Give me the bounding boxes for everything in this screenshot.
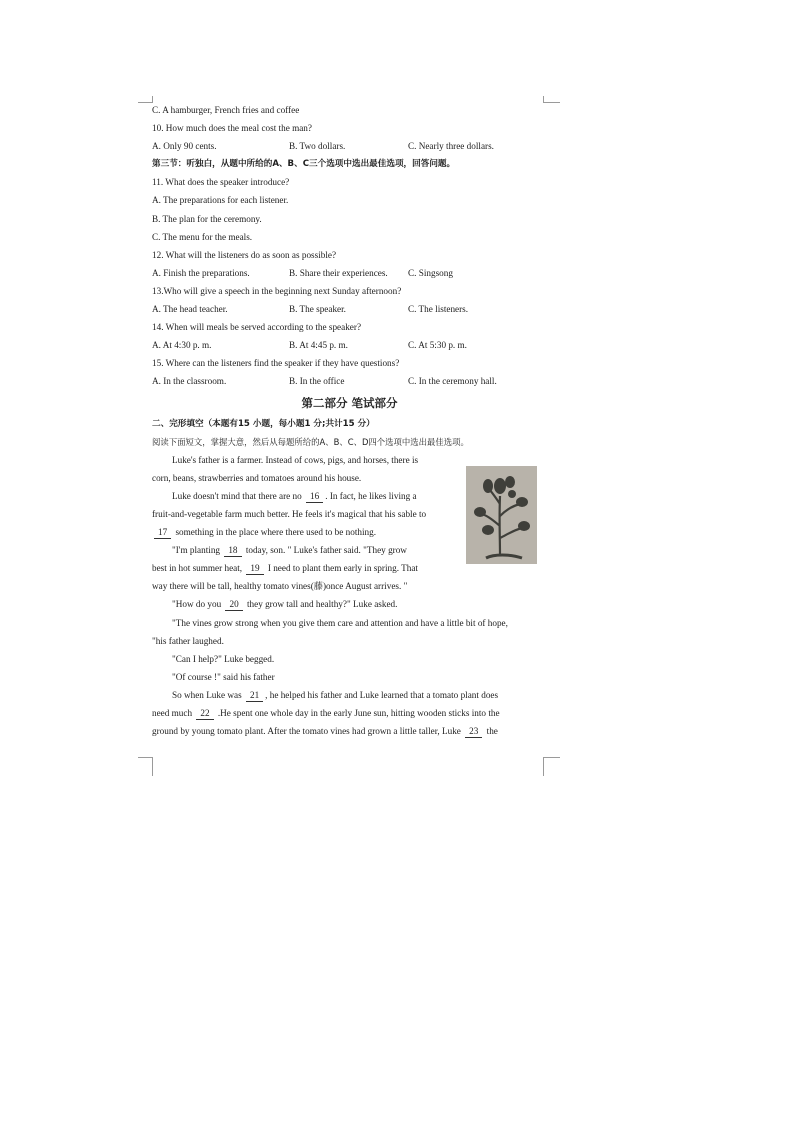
q15-question: 15. Where can the listeners find the speaker if they have questions? xyxy=(152,358,400,369)
passage-text: best in hot summer heat, xyxy=(152,563,245,574)
passage-line xyxy=(152,487,475,505)
passage-line: corn, beans, strawberries and tomatoes around his house. xyxy=(152,472,362,483)
passage-text: the xyxy=(484,726,498,737)
passage-line xyxy=(152,722,547,740)
crop-mark-bottom-right xyxy=(543,757,560,776)
q12-options xyxy=(152,264,547,282)
blank-18: 18 xyxy=(224,544,241,557)
q13-question: 13.Who will give a speech in the beginning next Sunday afternoon? xyxy=(152,285,402,296)
q12-option-c: C. Singsong xyxy=(408,267,453,278)
q15-option-b: B. In the office xyxy=(289,376,345,387)
q11-question: 11. What does the speaker introduce? xyxy=(152,177,290,188)
passage-line xyxy=(152,704,547,722)
q14-option-c: C. At 5:30 p. m. xyxy=(408,340,467,351)
q13-option-b: B. The speaker. xyxy=(289,304,346,315)
q10-options xyxy=(152,137,547,155)
passage-line: "Can I help?" Luke begged. xyxy=(172,653,275,664)
passage-line: fruit-and-vegetable farm much better. He feels it's magical that his sable to xyxy=(152,508,427,519)
q14-question: 14. When will meals be served according to the speaker? xyxy=(152,322,362,333)
q11-option-c: C. The menu for the meals. xyxy=(152,231,253,242)
passage-line: way there will be tall, healthy tomato vines(藤)once August arrives. " xyxy=(152,581,408,592)
q12-option-b: B. Share their experiences. xyxy=(289,267,388,278)
section3-heading: 第三节：听独白，从题中所给的A、B、C三个选项中选出最佳选项，回答问题。 xyxy=(152,159,456,170)
passage-line: "his father laughed. xyxy=(152,635,224,646)
q12-question: 12. What will the listeners do as soon as possible? xyxy=(152,249,337,260)
q10-option-c: C. Nearly three dollars. xyxy=(408,141,494,152)
q14-options xyxy=(152,336,547,354)
cloze-heading: 二、完形填空（本题有15 小题，每小题1 分;共计15 分） xyxy=(152,418,375,429)
passage-line xyxy=(152,523,455,541)
passage-text: .He spent one whole day in the early June sun, hitting wooden sticks into the xyxy=(215,708,500,718)
passage-line: "The vines grow strong when you give them care and attention and have a little bit of hope, xyxy=(172,617,508,628)
passage-text: "How do you xyxy=(172,599,224,610)
passage-line: "Of course !" said his father xyxy=(172,671,275,682)
q14-option-a: A. At 4:30 p. m. xyxy=(152,340,212,351)
q15-options xyxy=(152,372,547,390)
passage-text: . In fact, he likes living a xyxy=(325,490,417,501)
blank-21: 21 xyxy=(246,689,263,702)
passage-line xyxy=(152,541,475,559)
q9-option-c: C. A hamburger, French fries and coffee xyxy=(152,105,300,115)
q10-option-b: B. Two dollars. xyxy=(289,141,346,152)
passage-text: , he helped his father and Luke learned that a tomato plant does xyxy=(265,689,499,700)
q13-options xyxy=(152,300,547,318)
q11-option-b: B. The plan for the ceremony. xyxy=(152,213,262,224)
q12-option-a: A. Finish the preparations. xyxy=(152,267,250,278)
tomato-plant-icon xyxy=(466,466,537,564)
cloze-instruction: 阅读下面短文，掌握大意，然后从每题所给的A、B、C、D四个选项中选出最佳选项。 xyxy=(152,436,469,447)
passage-text: Luke doesn't mind that there are no xyxy=(172,490,305,501)
passage-line xyxy=(152,559,455,577)
q10-option-a: A. Only 90 cents. xyxy=(152,141,217,152)
q11-option-a: A. The preparations for each listener. xyxy=(152,195,289,206)
passage-line xyxy=(152,686,547,704)
crop-mark-bottom-left xyxy=(138,757,153,776)
q13-option-c: C. The listeners. xyxy=(408,304,469,315)
blank-22: 22 xyxy=(196,707,213,720)
passage-text: today, son. " Luke's father said. "They grow xyxy=(243,545,407,556)
q13-option-a: A. The head teacher. xyxy=(152,304,228,315)
passage-line: Luke's father is a farmer. Instead of cows, pigs, and horses, there is xyxy=(172,454,419,465)
blank-17: 17 xyxy=(154,526,171,539)
part2-title: 第二部分 笔试部分 xyxy=(301,395,398,410)
q15-option-c: C. In the ceremony hall. xyxy=(408,376,497,387)
passage-text: something in the place where there used to be nothing. xyxy=(173,527,377,538)
passage-text: I need to plant them early in spring. That xyxy=(265,563,418,574)
blank-19: 19 xyxy=(246,562,263,575)
crop-mark-top-left xyxy=(138,96,153,103)
q10-question: 10. How much does the meal cost the man? xyxy=(152,123,312,134)
exam-content xyxy=(152,101,547,740)
passage-text: they grow tall and healthy?" Luke asked. xyxy=(244,599,398,610)
blank-16: 16 xyxy=(306,490,323,503)
q14-option-b: B. At 4:45 p. m. xyxy=(289,340,348,351)
blank-23: 23 xyxy=(465,725,482,738)
blank-20: 20 xyxy=(225,598,242,611)
passage-text: So when Luke was xyxy=(172,689,244,700)
passage-line xyxy=(152,595,547,613)
passage-text: need much xyxy=(152,708,195,718)
passage-text: "I'm planting xyxy=(172,545,223,556)
q15-option-a: A. In the classroom. xyxy=(152,376,227,387)
tomato-plant-photo xyxy=(466,466,537,564)
passage-text: ground by young tomato plant. After the tomato vines had grown a little taller, Luke xyxy=(152,726,464,737)
